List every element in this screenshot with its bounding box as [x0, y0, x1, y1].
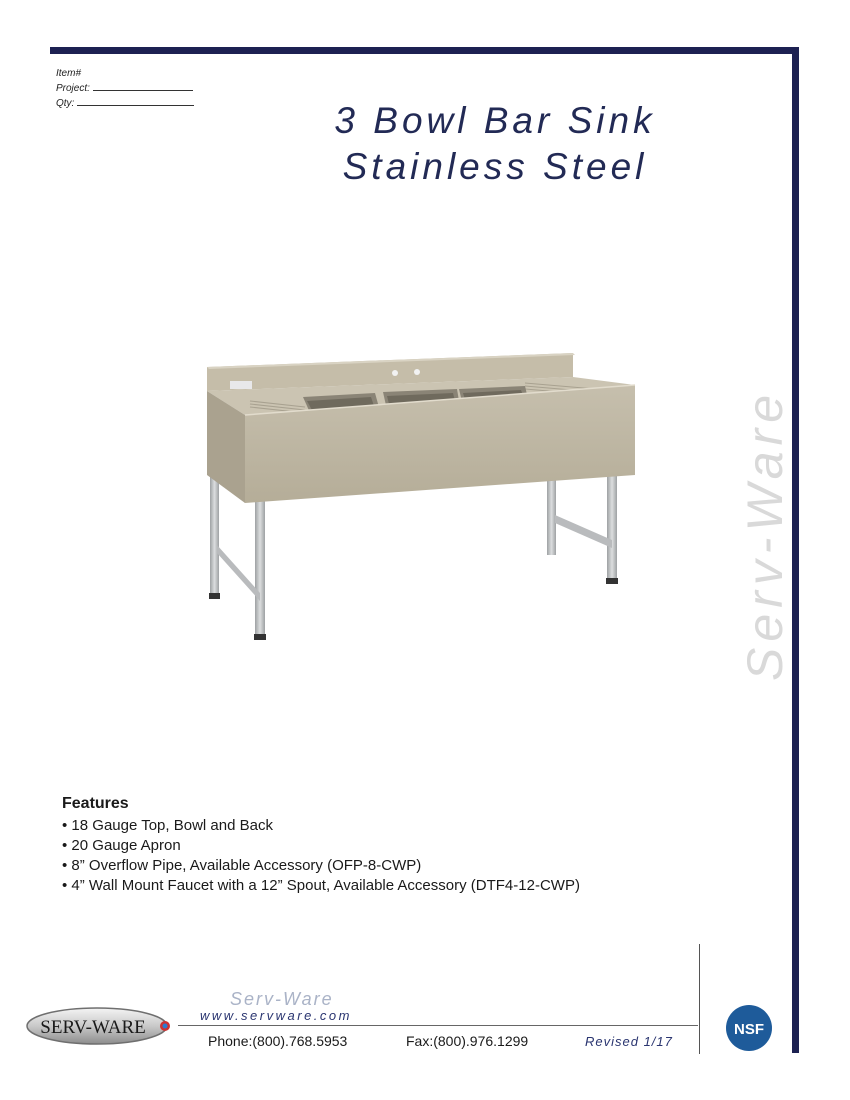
features-list: [62, 816, 580, 896]
project-blank: [93, 81, 193, 91]
footer-divider: [178, 1025, 698, 1026]
sink-product-image: [195, 345, 655, 650]
features-section: [62, 795, 580, 896]
phone-number: Phone:(800).768.5953: [208, 1033, 348, 1049]
feature-item: • 18 Gauge Top, Bowl and Back: [62, 817, 273, 834]
feature-item: • 20 Gauge Apron: [62, 837, 181, 854]
title-line-1: 3 Bowl Bar Sink: [334, 100, 656, 141]
front-left-leg: [210, 475, 219, 595]
rear-right-leg: [547, 480, 556, 555]
project-label: Project:: [56, 83, 90, 94]
feature-item: • 8” Overflow Pipe, Available Accessory (OFP-8-CWP): [62, 857, 422, 874]
serv-ware-logo: [25, 1005, 175, 1047]
item-field: [56, 66, 194, 81]
svg-text:SERV-WARE: SERV-WARE: [40, 1017, 146, 1038]
top-border: [50, 47, 799, 54]
serv-ware-watermark: Serv-Ware: [737, 388, 793, 682]
qty-blank: [77, 96, 194, 106]
fax-number: Fax:(800).976.1299: [406, 1033, 529, 1049]
item-label: Item#: [56, 68, 82, 79]
features-heading: Features: [62, 795, 129, 812]
front-right-leg: [607, 470, 617, 580]
qty-field: [56, 96, 194, 111]
order-info: [56, 66, 194, 111]
footer-vertical-divider: [699, 944, 700, 1054]
title-line-2: Stainless Steel: [342, 146, 648, 187]
footer-brand: Serv-Ware: [230, 989, 334, 1009]
rear-left-leg: [255, 495, 265, 638]
website-link[interactable]: www.servware.com: [200, 1008, 352, 1023]
svg-text:NSF: NSF: [734, 1021, 764, 1038]
feature-item: • 4” Wall Mount Faucet with a 12” Spout, Available Accessory (DTF4-12-CWP): [62, 877, 580, 894]
nsf-certification-icon: [725, 1004, 773, 1052]
revision-date: Revised 1/17: [585, 1034, 673, 1049]
qty-label: Qty:: [56, 98, 75, 109]
project-field: [56, 81, 194, 96]
